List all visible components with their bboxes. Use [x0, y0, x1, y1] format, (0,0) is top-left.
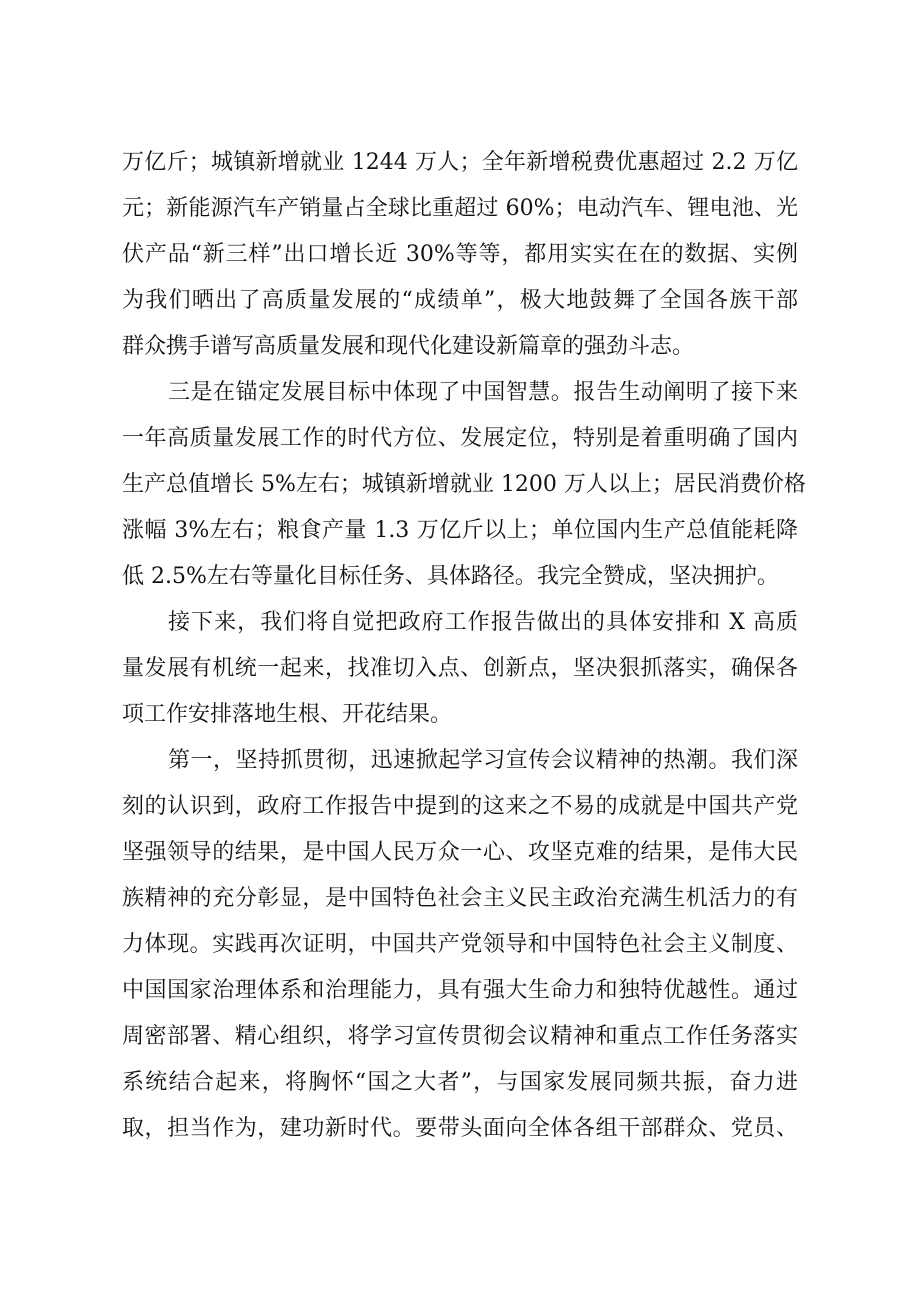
document-body	[122, 140, 806, 1152]
text-line: 三是在锚定发展目标中体现了中国智慧。报告生动阐明了接下来	[168, 380, 798, 405]
text-line: 取，担当作为，建功新时代。要带头面向全体各组干部群众、党员、	[122, 1116, 798, 1141]
paragraph-next-steps	[122, 600, 798, 738]
text-line: 刻的认识到，政府工作报告中提到的这来之不易的成就是中国共产党	[122, 794, 798, 819]
paragraph-first-point	[122, 738, 798, 1152]
text-line: 族精神的充分彰显，是中国特色社会主义民主政治充满生机活力的有	[122, 886, 798, 911]
text-line: 接下来，我们将自觉把政府工作报告做出的具体安排和 X 高质	[168, 610, 798, 635]
text-line: 中国国家治理体系和治理能力，具有强大生命力和独特优越性。通过	[122, 978, 798, 1003]
paragraph-continuation	[122, 140, 798, 370]
text-line: 群众携手谱写高质量发展和现代化建设新篇章的强劲斗志。	[122, 334, 695, 359]
paragraph-development-goals	[122, 370, 806, 600]
text-line: 元；新能源汽车产销量占全球比重超过 60%；电动汽车、锂电池、光	[122, 196, 798, 221]
text-line: 项工作安排落地生根、开花结果。	[122, 702, 453, 727]
text-line: 坚强领导的结果，是中国人民万众一心、攻坚克难的结果，是伟大民	[122, 840, 798, 865]
text-line: 第一，坚持抓贯彻，迅速掀起学习宣传会议精神的热潮。我们深	[168, 748, 798, 773]
text-line: 为我们晒出了高质量发展的“成绩单”，极大地鼓舞了全国各族干部	[122, 288, 798, 313]
text-line: 量发展有机统一起来，找准切入点、创新点，坚决狠抓落实，确保各	[122, 656, 798, 681]
text-line: 低 2.5%左右等量化目标任务、具体路径。我完全赞成，坚决拥护。	[122, 564, 779, 589]
text-line: 系统结合起来，将胸怀“国之大者”，与国家发展同频共振，奋力进	[122, 1070, 798, 1095]
text-line: 伏产品“新三样”出口增长近 30%等等，都用实实在在的数据、实例	[122, 242, 798, 267]
text-line: 生产总值增长 5%左右；城镇新增就业 1200 万人以上；居民消费价格	[122, 472, 806, 497]
text-line: 万亿斤；城镇新增就业 1244 万人；全年新增税费优惠超过 2.2 万亿	[122, 150, 798, 175]
text-line: 一年高质量发展工作的时代方位、发展定位，特别是着重明确了国内	[122, 426, 798, 451]
text-line: 涨幅 3%左右；粮食产量 1.3 万亿斤以上；单位国内生产总值能耗降	[122, 518, 798, 543]
text-line: 周密部署、精心组织，将学习宣传贯彻会议精神和重点工作任务落实	[122, 1024, 798, 1049]
text-line: 力体现。实践再次证明，中国共产党领导和中国特色社会主义制度、	[122, 932, 798, 957]
